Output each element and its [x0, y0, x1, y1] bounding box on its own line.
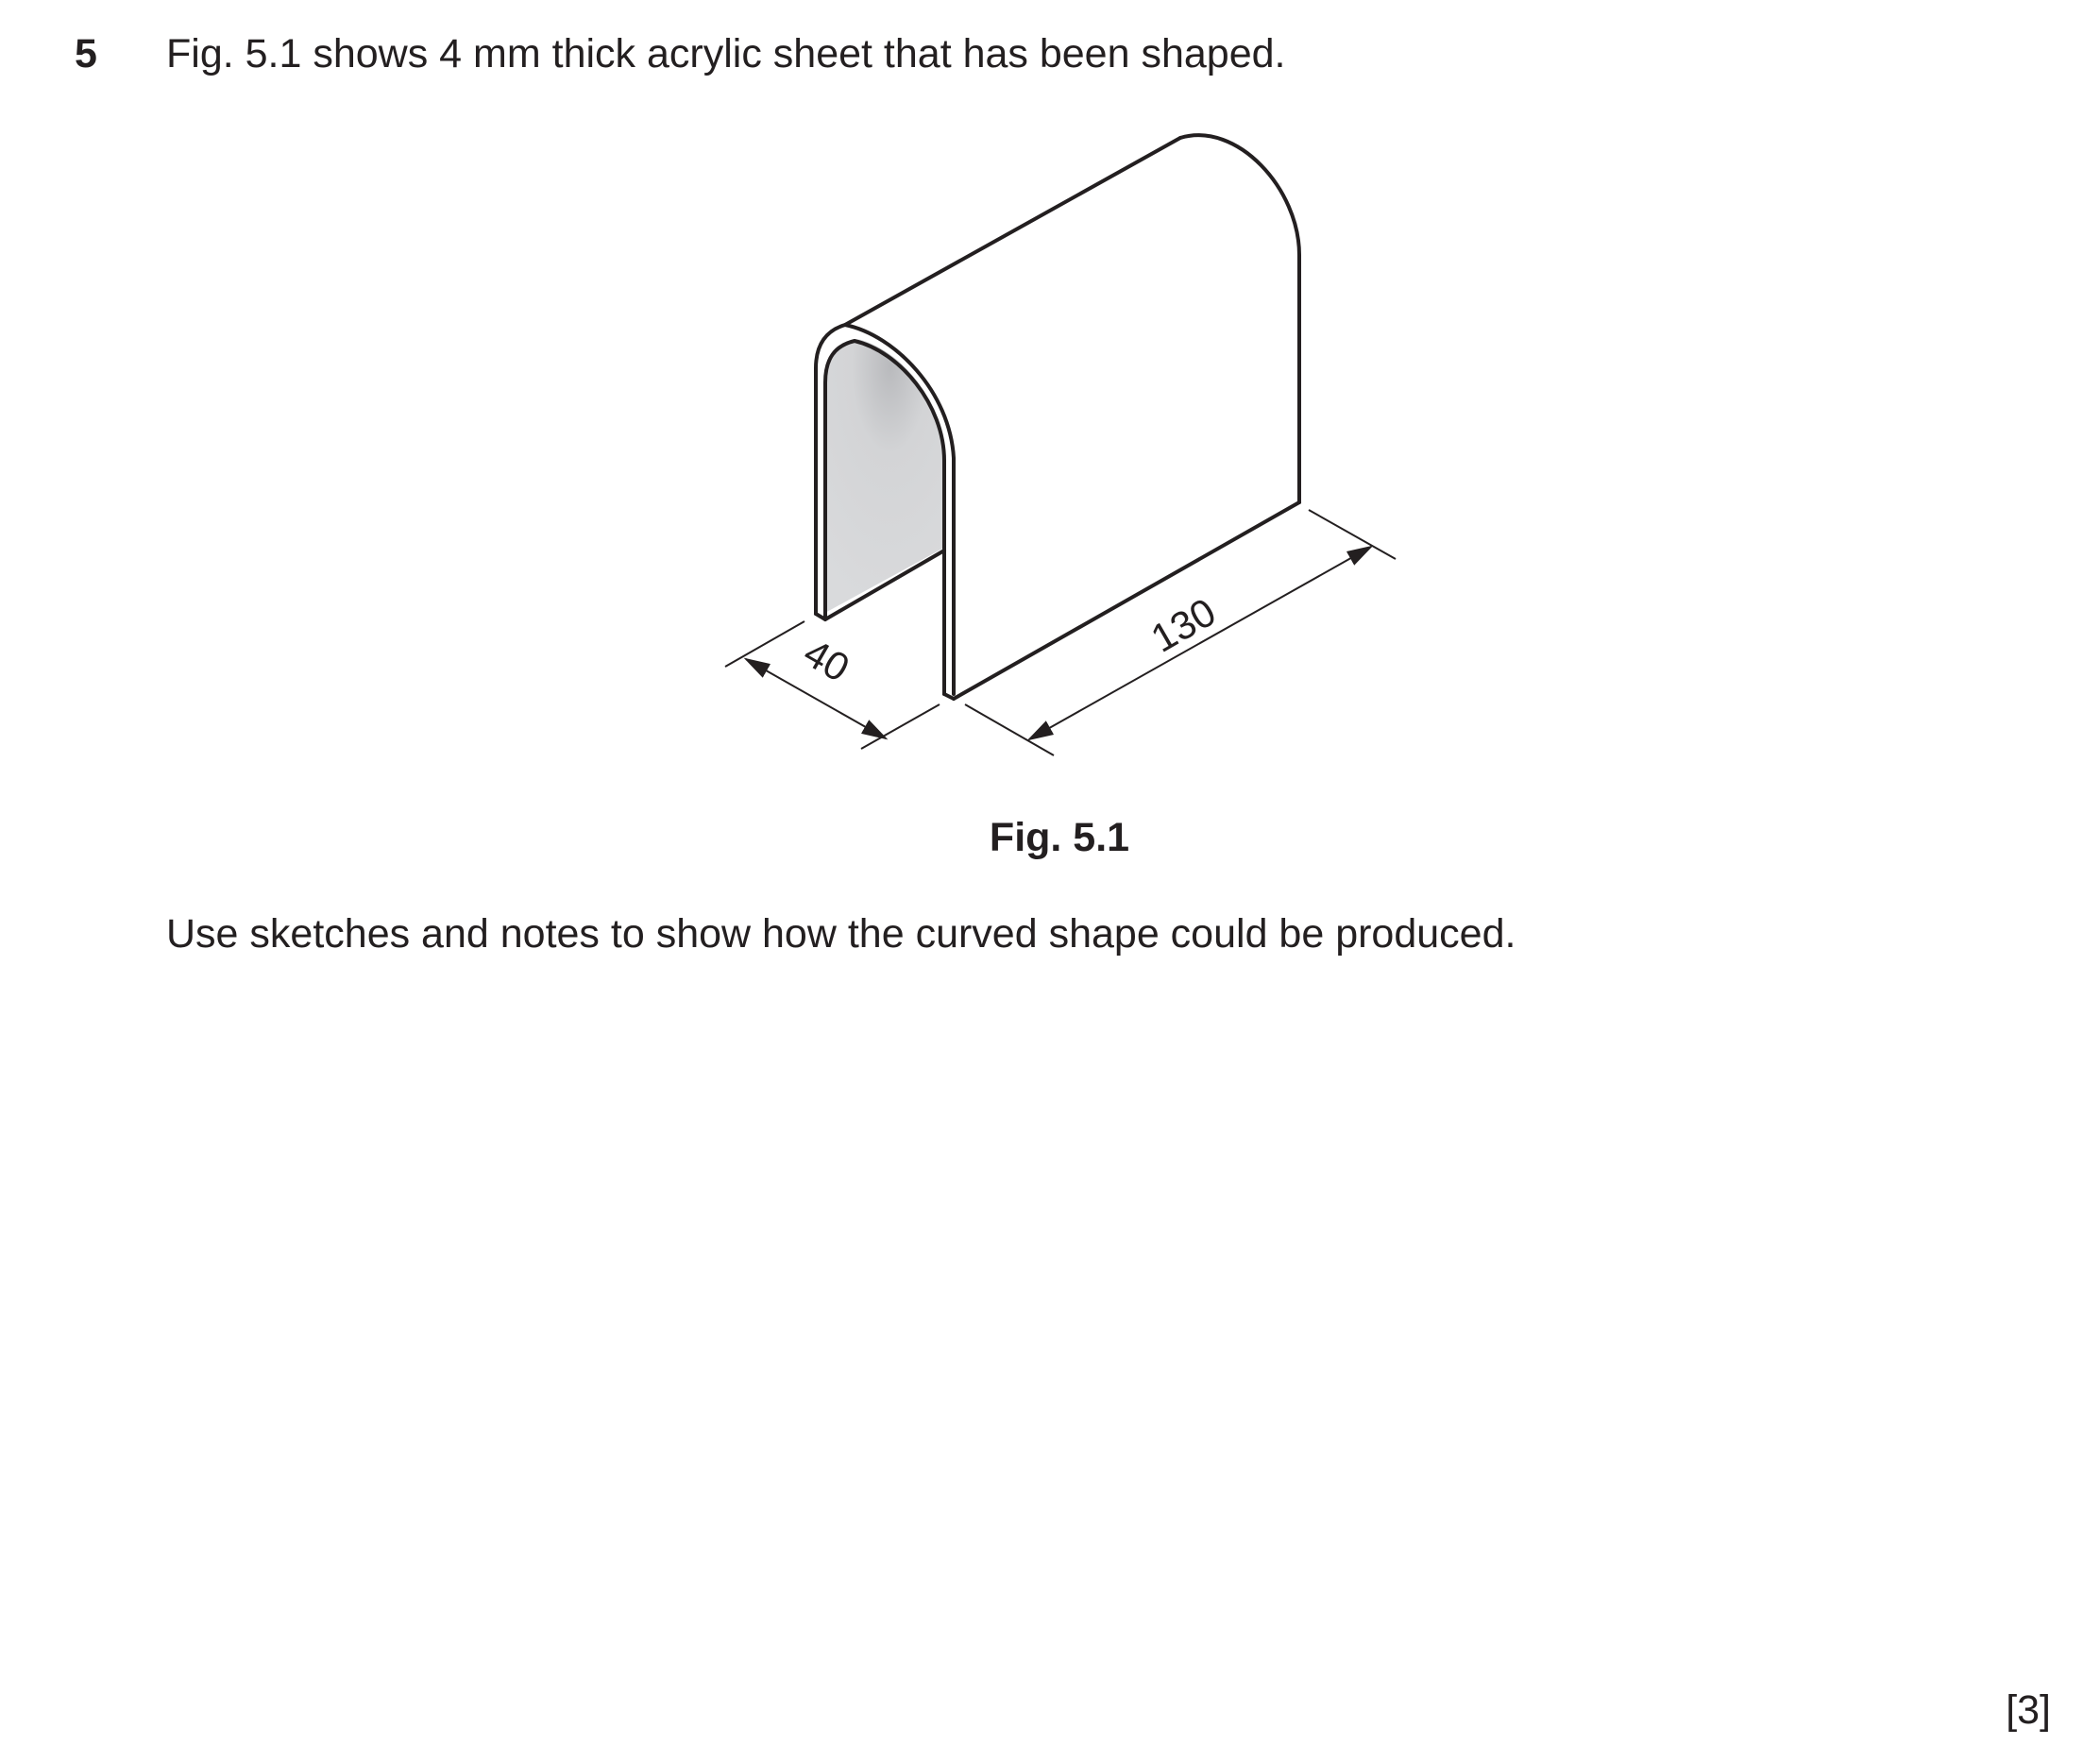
- shaped-sheet: [816, 135, 1299, 699]
- dimension-label-40: 40: [796, 630, 857, 691]
- ext-line-40-left: [725, 621, 804, 667]
- ext-line-130-right: [1309, 510, 1396, 559]
- back-arch: [1180, 135, 1299, 264]
- dimension-label-130: 130: [1143, 589, 1224, 661]
- dim-line-130: [1029, 547, 1371, 739]
- question-stem: Fig. 5.1 shows 4 mm thick acrylic sheet that has been shaped.: [166, 31, 1286, 76]
- question-prompt: Use sketches and notes to show how the curved shape could be produced.: [166, 911, 1516, 957]
- ext-line-130-left: [965, 704, 1054, 755]
- bottom-right-edge: [954, 502, 1299, 699]
- figure-caption: Fig. 5.1: [989, 815, 1130, 860]
- top-back-edge: [845, 138, 1180, 325]
- ext-line-40-right: [861, 704, 940, 749]
- marks-allocation: [3]: [2006, 1687, 2051, 1733]
- question-number: 5: [75, 31, 97, 76]
